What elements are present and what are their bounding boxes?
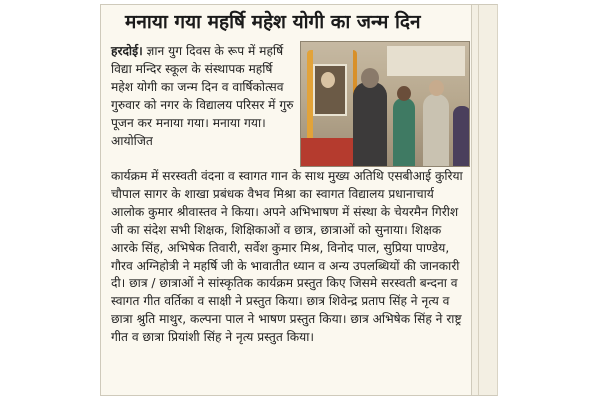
photo-person-head — [397, 86, 411, 101]
adjacent-column-edge — [472, 4, 498, 396]
photo-portrait-face — [321, 72, 335, 88]
article-headline: मनाया गया महर्षि महेश योगी का जन्म दिन — [125, 11, 421, 33]
photo-person — [393, 98, 415, 167]
newspaper-clipping — [100, 4, 472, 396]
photo-banner — [387, 46, 465, 76]
article-lead-paragraph — [111, 43, 297, 150]
article-dateline: हरदोई। — [111, 44, 143, 58]
article-body-text: कार्यक्रम में सरस्वती वंदना व स्वागत गान के साथ मुख्य अतिथि एसबीआई कुरिया चौपाल सागर के शाखा प्रबंधक वैभव मिश्रा का स्वागत विद्यालय प्रधानाचार्य आलोक कुमार श्रीवास्तव ने किया। अपने अभिभाषण में संस्था के चेयरमैन गिरीश जी का संदेश सभी शिक्षक, शिक्षिकाओं व छात्र, छात्राओं को सुनाया। शिक्षक आरके सिंह, अभिषेक तिवारी, सर्वेश कुमार मिश्र, विनोद पाल, सुप्रिया पाण्डेय, गौरव अग्निहोत्री ने महर्षि जी के भावातीत ध्यान व अन्य उपलब्धियों की जानकारी दी। छात्र / छात्राओं ने सांस्कृतिक कार्यक्रम प्रस्तुत किए जिसमे सरस्वती बन्दना व स्वागत गीत वर्तिका व साक्षी ने प्रस्तुत किया। छात्र शिवेन्द्र प्रताप सिंह ने नृत्य व छात्रा श्रुति माथुर, कल्पना पाल ने भाषण प्रस्तुत किया। छात्र अभिषेक सिंह ने राष्ट्र गीत व छात्रा प्रियांशी सिंह ने नृत्य प्रस्तुत किया। — [111, 169, 463, 345]
column-rule — [478, 5, 479, 395]
article-lead-column — [111, 43, 297, 150]
photo-person-head — [361, 68, 379, 88]
photo-person — [423, 94, 449, 167]
news-photo — [300, 41, 470, 167]
photo-person-head — [429, 80, 444, 96]
photo-person — [453, 106, 470, 167]
article-body-column — [111, 168, 467, 347]
photo-person — [353, 82, 387, 167]
article-lead-text: ज्ञान युग दिवस के रूप में महर्षि विद्या मन्दिर स्कूल के संस्थापक महर्षि महेश योगी का जन्म दिन व वार्षिकोत्सव गुरुवार को नगर के विद्यालय परिसर में गुरु पूजन कर मनाया गया। मनाया गया। आयोजित — [111, 44, 294, 148]
